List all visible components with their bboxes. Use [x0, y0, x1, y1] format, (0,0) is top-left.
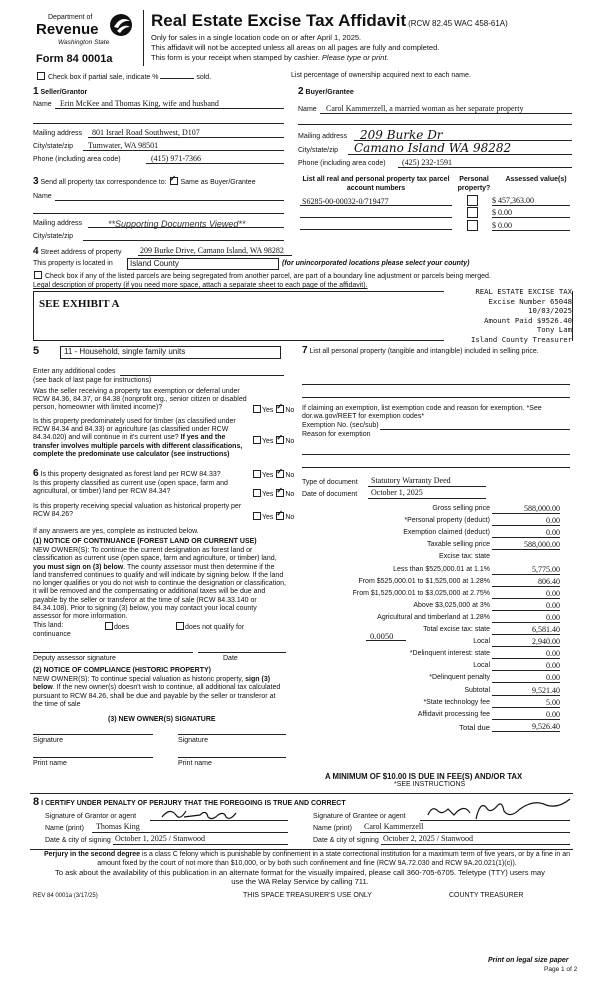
notice-compliance-b: sign (3) below: [33, 676, 271, 692]
q-current-use-yesno: [252, 489, 294, 498]
historic-yes-label: Yes: [262, 514, 274, 521]
new-owner-sig-heading: (3) NEW OWNER(S) SIGNATURE: [108, 716, 216, 723]
section7-text: List all personal property (tangible and intangible) included in selling price.: [309, 348, 539, 355]
form-number: Form 84 0001a: [36, 53, 113, 65]
seller-phone-field[interactable]: (415) 971-7366: [151, 154, 201, 163]
tax-line-amount[interactable]: 0.00: [492, 710, 560, 720]
county-select[interactable]: [127, 258, 279, 270]
tax-line-amount[interactable]: 2,940.00: [492, 637, 560, 647]
notice-compliance-text: [33, 676, 286, 709]
county-select-value: Island County: [130, 259, 179, 268]
tax-line-label: Agricultural and timberland at 1.28%: [377, 614, 490, 621]
land-use-code-field[interactable]: [60, 346, 281, 359]
q-current-use-text: Is this property classified as current use (open space, farm and agricultural, or timber) land per RCW 84.34?: [33, 480, 228, 496]
deputy-date-label: Date: [223, 655, 238, 662]
buyer-mail-label: Mailing address: [298, 133, 348, 140]
assessed-value-field[interactable]: $ 0.00: [492, 221, 512, 230]
parcel-number-field[interactable]: S6285-00-00032-0/719477: [302, 197, 389, 206]
seller-name-label: Name: [33, 101, 52, 108]
q-forest-yesno: [252, 470, 294, 479]
buyer-phone-field[interactable]: (425) 232-1591: [402, 158, 452, 167]
timber-yes-checkbox[interactable]: [253, 436, 261, 444]
seller-mail-field[interactable]: 801 Israel Road Southwest, D107: [92, 128, 200, 137]
stamp-line-6: Island County Treasurer: [470, 334, 572, 344]
tax-line-amount[interactable]: 0.00: [492, 673, 560, 683]
historic-yes-checkbox[interactable]: [253, 512, 261, 520]
section7-row: [302, 346, 570, 356]
treasurer-use-only: THIS SPACE TREASURER'S USE ONLY: [243, 892, 372, 899]
buyer-city-field[interactable]: Camano Island WA 98282: [354, 141, 512, 155]
owner-signature-label: Signature: [33, 737, 63, 744]
exemption-no-label: No: [285, 407, 295, 414]
forest-no-checkbox[interactable]: [276, 470, 284, 478]
notice-compliance-a: NEW OWNER(S): To continue special valuation as historic property,: [33, 676, 246, 683]
tax-line-label: From $1,525,000.01 to $3,025,000 at 2.75%: [352, 590, 490, 597]
certify-heading: I CERTIFY UNDER PENALTY OF PERJURY THAT THE FOREGOING IS TRUE AND CORRECT: [41, 800, 346, 807]
exemption-yes-label: Yes: [262, 407, 274, 414]
seller-num: 1: [33, 86, 39, 97]
notice-continuance-b: you must sign on (3) below: [33, 563, 124, 571]
segregated-checkbox[interactable]: [34, 271, 42, 279]
grantee-signature[interactable]: [424, 797, 574, 825]
land-does-checkbox[interactable]: [105, 622, 113, 630]
tax-line-amount[interactable]: 6,581.40: [492, 625, 560, 635]
tax-line-label: Above $3,025,000 at 3%: [413, 602, 490, 609]
header-line-3: [151, 53, 389, 62]
section4-street-label: Street address of property: [40, 249, 122, 256]
header-line-2: This affidavit will not be accepted unless all areas on all pages are fully and completed.: [151, 43, 440, 52]
continuance-label: continuance: [33, 631, 71, 638]
tax-line-label: *Personal property (deduct): [404, 517, 490, 524]
this-land-row: [33, 622, 63, 629]
dept-top: Department of: [48, 14, 93, 21]
land-does-label: does: [114, 624, 130, 631]
section3-city-label: City/state/zip: [33, 233, 74, 240]
tax-line-amount[interactable]: 0.00: [492, 649, 560, 659]
timber-yes-label: Yes: [262, 438, 274, 445]
forest-yes-checkbox[interactable]: [253, 470, 261, 478]
tax-line-amount[interactable]: 5.00: [492, 698, 560, 708]
stamp-line-3: 10/03/2025: [528, 306, 572, 315]
buyer-mail-field[interactable]: 209 Burke Dr: [360, 128, 443, 142]
land-does-not-checkbox[interactable]: [176, 622, 184, 630]
owner-print-name-label-2: Print name: [178, 760, 212, 767]
timber-no-checkbox[interactable]: [276, 436, 284, 444]
revenue-swirl-icon: [106, 12, 136, 38]
land-does-row: [104, 622, 129, 631]
tax-line-amount[interactable]: 0.00: [492, 589, 560, 599]
seller-city-label: City/state/zip: [33, 143, 74, 150]
land-does-not-row: [175, 622, 244, 631]
forest-no-label: No: [285, 472, 295, 479]
personal-col-header: Personal property?: [457, 176, 491, 192]
tax-line-amount[interactable]: 0.00: [492, 516, 560, 526]
current-use-yes-label: Yes: [262, 491, 274, 498]
notice-continuance-a: NEW OWNER(S): To continue the current designation as forest land or classification as current use (open space, farm and agriculture, or timber) land,: [33, 547, 277, 563]
q-timber-text: [33, 418, 251, 459]
tax-line-label: Exemption claimed (deduct): [403, 529, 490, 536]
tax-line-label: Affidavit processing fee: [417, 711, 490, 718]
property-street-field[interactable]: 209 Burke Drive, Camano Island, WA 98282: [140, 246, 284, 255]
grantor-name-label: Name (print): [45, 825, 84, 832]
personal-property-checkbox[interactable]: [467, 195, 478, 206]
tax-line-amount[interactable]: 0.00: [492, 528, 560, 538]
section7-num: 7: [302, 345, 308, 356]
q-timber-a: Is this property predominately used for timber (as classified under RCW 84.34 and 84.33) or agriculture (as classified under RCW 84.34.020) and will continue in it's current use?: [33, 418, 236, 442]
tax-line-amount[interactable]: 0.00: [492, 661, 560, 671]
legal-size-note: Print on legal size paper: [488, 957, 569, 964]
personal-property-checkbox[interactable]: [467, 207, 478, 218]
alt-format-notice: To ask about the availability of this publication in an alternate format for the visually impaired, please call 360-705-6705. Teletype (TTY) users may use the WA Relay Service by calling 711.: [55, 868, 545, 886]
header-line-3b: Please type or print.: [321, 53, 389, 62]
deputy-signature-label: Deputy assessor signature: [33, 655, 116, 662]
stamp-line-1: REAL ESTATE EXCISE TAX: [475, 287, 572, 296]
ownership-pct-note: List percentage of ownership acquired next to each name.: [291, 72, 471, 79]
q-historic-text: Is this property receiving special valuation as historical property per RCW 84.26?: [33, 503, 242, 519]
q-forest-text: Is this property designated as forest land per RCW 84.33?: [40, 471, 221, 478]
assessed-col-header: Assessed value(s): [505, 176, 567, 183]
buyer-num: 2: [298, 86, 304, 97]
tax-line-amount[interactable]: 5,775.00: [492, 565, 560, 575]
tax-line-amount[interactable]: 0.00: [492, 601, 560, 611]
perjury-notice-b: is a class C felony which is punishable by confinement in a state correctional institution for a maximum term of five years, or by a fine in an amount fixed by the court of not more than $10,000, or by both such confinement and fine (RCW 9A.72.030 and RCW 9A.20.021(1)(c)).: [97, 851, 570, 867]
section5-num: 5: [33, 345, 40, 357]
seller-name-field[interactable]: Erin McKee and Thomas King, wife and husband: [60, 99, 219, 108]
tax-line-label: Local: [473, 638, 490, 645]
doc-date-label: Date of document: [302, 491, 358, 498]
doc-type-field[interactable]: Statutory Warranty Deed: [371, 476, 451, 485]
partial-sale-checkbox[interactable]: [37, 72, 45, 80]
segregated-label: Check box if any of the listed parcels are being segregated from another parcel, are part of a boundary line adjustment or parcels being merged.: [44, 273, 491, 280]
sig-grantee-label: Signature of Grantee or agent: [313, 813, 406, 820]
seller-mail-label: Mailing address: [33, 130, 83, 137]
this-land-label: This land:: [33, 622, 64, 629]
tax-line-label: Total excise tax: state: [423, 626, 490, 633]
partial-sale-row: [36, 72, 211, 81]
current-use-no-checkbox[interactable]: [276, 489, 284, 497]
assessed-value-field[interactable]: $ 457,363.00: [492, 196, 534, 205]
notice-compliance-heading: (2) NOTICE OF COMPLIANCE (HISTORIC PROPERTY): [33, 667, 211, 674]
unincorporated-note: (for unincorporated locations please select your county): [282, 260, 470, 267]
partial-sale-pct-field[interactable]: [160, 78, 194, 79]
sig-grantor-label: Signature of Grantor or agent: [45, 813, 137, 820]
tax-line-label: *Delinquent interest: state: [409, 650, 490, 657]
same-as-buyer-label: Same as Buyer/Grantee: [180, 179, 256, 186]
forest-yes-label: Yes: [262, 472, 274, 479]
header-line-3a: This form is your receipt when stamped by cashier.: [151, 53, 322, 62]
section4-num: 4: [33, 246, 39, 257]
buyer-phone-label: Phone (including area code): [298, 160, 386, 167]
tax-line-amount[interactable]: 9,526.40: [492, 722, 560, 732]
located-in-label: This property is located in: [33, 260, 113, 267]
current-use-no-label: No: [285, 491, 295, 498]
segregated-row: [33, 271, 491, 280]
header-line-1: Only for sales in a single location code on or after April 1, 2025.: [151, 33, 362, 42]
tax-line-label: Excise tax: state: [439, 553, 490, 560]
exemption-no-label: Exemption No. (sec/sub): [302, 422, 379, 429]
grantee-date-label: Date & city of signing: [313, 837, 379, 844]
page-number: Page 1 of 2: [544, 966, 578, 973]
addl-codes-label: Enter any additional codes: [33, 368, 116, 375]
grantor-date-field[interactable]: October 1, 2025 / Stanwood: [115, 834, 205, 843]
current-use-yes-checkbox[interactable]: [253, 489, 261, 497]
tax-line-label: Total due: [459, 723, 490, 732]
buyer-city-label: City/state/zip: [298, 147, 339, 154]
section4-street-row: [33, 246, 121, 257]
section3-text: Send all property tax correspondence to:: [40, 179, 167, 186]
exemption-no-checkbox[interactable]: [276, 405, 284, 413]
addl-codes-note: (see back of last page for instructions): [33, 377, 152, 384]
partial-sale-label: Check box if partial sale, indicate %: [47, 74, 159, 81]
doc-type-label: Type of document: [302, 479, 358, 486]
q-exemption-text: Was the seller receiving a property tax exemption or deferral under RCW 84.36, 84.37, or 84.38 (nonprofit org., senior citizen or disabled person, homeowner with limited income)?: [33, 388, 247, 412]
legal-desc-label: Legal description of property (if you need more space, attach a separate sheet to each page of the affidavit).: [33, 282, 368, 289]
historic-no-label: No: [285, 514, 295, 521]
dept-state: Washington State: [58, 39, 110, 46]
notice-continuance-c: . The county assessor must then determine if the land transferred continues to qualify and will indicate by signing below. If the land no longer qualifies or you do not wish to continue the designation or classification, it will be removed and the compensating or additional taxes will be due and payable by the seller or transferor at the time of sale (RCW 84.33.140 or 84.34.108). Prior to signing (3) below, you may contact your local county assessor for more information.: [33, 563, 286, 621]
tax-line-label: Less than $525,000.01 at 1.1%: [393, 566, 490, 573]
tax-line-label: Gross selling price: [432, 505, 490, 512]
parcel-col-header: List all real and personal property tax parcel account numbers: [302, 176, 450, 192]
exemption-claim-text: If claiming an exemption, list exemption code and reason for exemption. *See dor.wa.gov/REET for exemption codes*: [302, 405, 542, 421]
grantor-name-field[interactable]: Thomas King: [96, 822, 140, 831]
treasurer-stamp: [444, 287, 572, 344]
local-rate-value: 0.0050: [370, 631, 394, 641]
tax-line-amount[interactable]: 9,521.40: [492, 686, 560, 696]
tax-line-amount[interactable]: 588,000.00: [492, 540, 560, 550]
owner-signature-label-2: Signature: [178, 737, 208, 744]
tax-line-amount[interactable]: 588,000.00: [492, 504, 560, 514]
section3-num: 3: [33, 176, 39, 187]
notice-continuance-text: [33, 547, 286, 622]
historic-no-checkbox[interactable]: [276, 512, 284, 520]
form-title-row: [151, 11, 508, 31]
section8-num: 8: [33, 796, 40, 808]
section3-mail-field[interactable]: **Supporting Documents Viewed**: [108, 219, 246, 229]
buyer-heading-label: Buyer/Grantee: [305, 89, 354, 96]
buyer-name-label: Name: [298, 106, 317, 113]
same-as-buyer-checkbox[interactable]: [170, 177, 178, 185]
grantee-date-field[interactable]: October 2, 2025 / Stanwood: [383, 834, 473, 843]
owner-print-name-label: Print name: [33, 760, 67, 767]
stamp-line-2: Excise Number 65048: [488, 296, 572, 306]
tax-line-label: From $525,000.01 to $1,525,000 at 1.28%: [358, 578, 490, 585]
see-instructions-note: *SEE INSTRUCTIONS: [394, 781, 466, 788]
q-timber-b: If yes and the transfer involves multiple parcels with different classifications, complete the predominate use calculator (see instructions): [33, 434, 243, 458]
section3-row: [33, 176, 256, 187]
grantor-date-label: Date & city of signing: [45, 837, 111, 844]
grantee-name-label: Name (print): [313, 825, 352, 832]
if-yes-note: If any answers are yes, complete as instructed below.: [33, 528, 199, 535]
dor-logo: [36, 12, 136, 54]
seller-heading-label: Seller/Grantor: [40, 89, 88, 96]
notice-compliance-c: . If the new owner(s) doesn't wish to continue, all additional tax calculated pursuant to RCW 84.26, shall be due and payable by the seller or transferor at the time of sale: [33, 684, 281, 708]
rev-number: REV 84 0001a (3/17/25): [33, 893, 98, 899]
partial-sale-sold: sold.: [196, 74, 212, 81]
legal-description-value: SEE EXHIBIT A: [39, 298, 120, 310]
form-rcw: (RCW 82.45 WAC 458-61A): [408, 19, 508, 28]
perjury-notice-a: Perjury in the second degree: [43, 851, 141, 858]
tax-line-label: *Delinquent penalty: [429, 674, 490, 681]
perjury-notice: [33, 851, 581, 868]
grantee-name-field[interactable]: Carol Kammerzell: [364, 822, 424, 831]
tax-line-label: Subtotal: [464, 687, 490, 694]
tax-line-amount[interactable]: 0.00: [492, 613, 560, 623]
tax-line-label: Taxable selling price: [426, 541, 490, 548]
section6-num: 6: [33, 468, 39, 479]
tax-line-label: *State technology fee: [423, 699, 490, 706]
exemption-yes-checkbox[interactable]: [253, 405, 261, 413]
land-does-not-label: does not qualify for: [185, 624, 245, 631]
dept-name: Revenue: [36, 21, 99, 38]
seller-city-field[interactable]: Tumwater, WA 98501: [88, 141, 159, 150]
grantor-signature[interactable]: [160, 805, 240, 825]
assessed-value-field[interactable]: $ 0.00: [492, 208, 512, 217]
land-use-code-value: 11 - Household, single family units: [64, 347, 186, 356]
section3-name-label: Name: [33, 193, 52, 200]
form-title: Real Estate Excise Tax Affidavit: [151, 11, 407, 30]
section3-mail-label: Mailing address: [33, 220, 83, 227]
q-forest-row: [33, 468, 221, 479]
exemption-reason-label: Reason for exemption: [302, 431, 371, 438]
seller-heading: [33, 86, 87, 97]
stamp-line-5: Tony Lam: [536, 325, 572, 334]
notice-continuance-heading: (1) NOTICE OF CONTINUANCE (FOREST LAND OR CURRENT USE): [33, 538, 257, 545]
q-exemption-yesno: [252, 405, 294, 414]
q-timber-yesno: [252, 436, 294, 445]
doc-date-field[interactable]: October 1, 2025: [371, 488, 423, 497]
personal-property-checkbox[interactable]: [467, 220, 478, 231]
stamp-line-4: Amount Paid $9526.40: [484, 315, 572, 325]
seller-phone-label: Phone (including area code): [33, 156, 121, 163]
q-historic-yesno: [252, 512, 294, 521]
tax-line-label: Local: [473, 662, 490, 669]
buyer-heading: [298, 86, 354, 97]
timber-no-label: No: [285, 438, 295, 445]
buyer-name-field[interactable]: Carol Kammerzell, a married woman as her separate property: [326, 104, 524, 113]
county-treasurer-label: COUNTY TREASURER: [449, 892, 524, 899]
minimum-due-note: A MINIMUM OF $10.00 IS DUE IN FEE(S) AND/OR TAX: [325, 772, 523, 781]
tax-line-amount[interactable]: 806.40: [492, 577, 560, 587]
